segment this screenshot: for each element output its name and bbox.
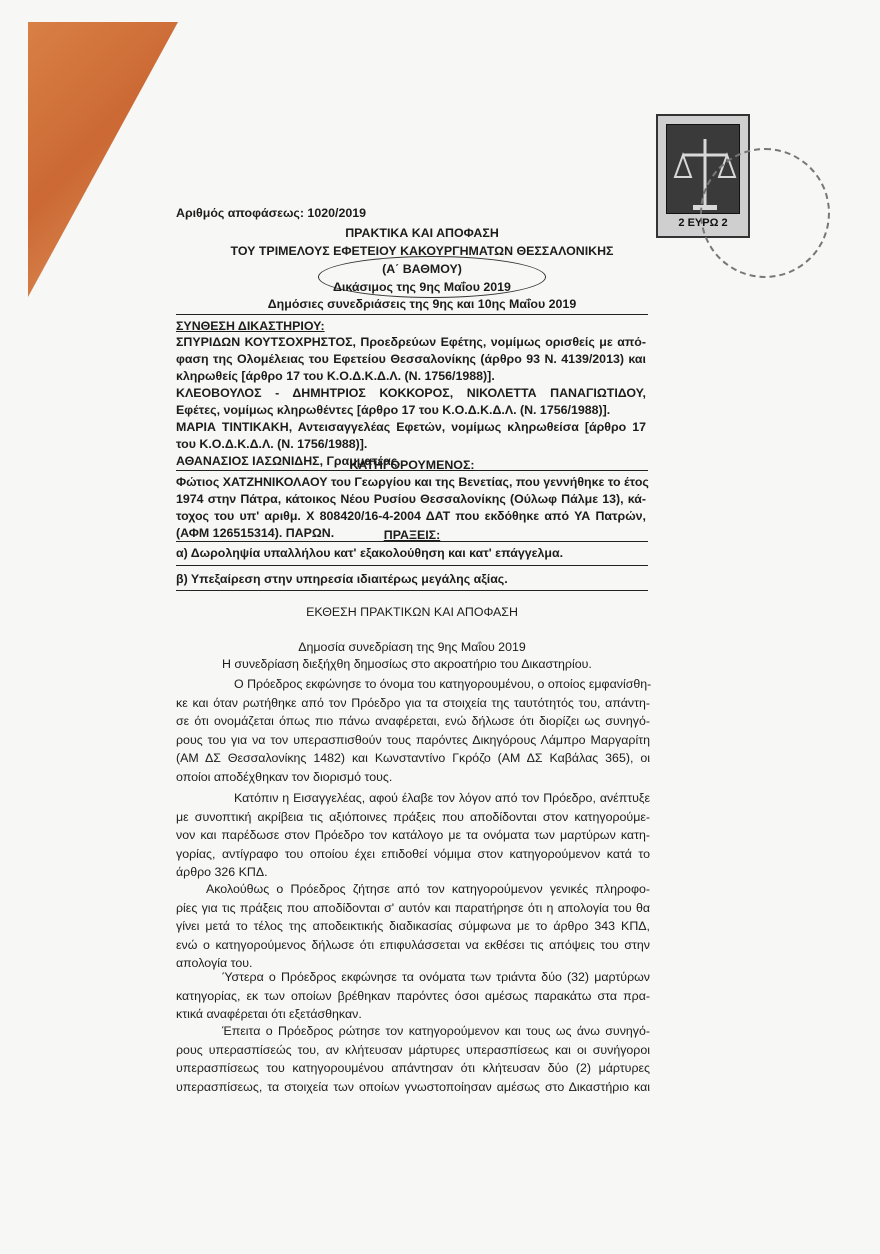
defendant-line: τοχος του υπ' αριθμ. Χ 808420/16-4-2004 ΔΑΤ που εκδόθηκε από ΥΑ Πατρών,: [176, 509, 646, 523]
paragraph-line: κατηγορίας, εκ των οποίων βρέθηκαν παρόντες όσοι αμέσως παρακάτω στα πρα-: [176, 988, 650, 1003]
paragraph-line: ρους του για να τον υπερασπισθούν τους παρόντες Δικηγόρους Λάμπρο Μαργαρίτη: [176, 732, 650, 747]
paragraph-3: [176, 789, 650, 882]
paragraph-line: γίνει μετά το τέλος της αποδεικτικής διαδικασίας σύμφωνα με το άρθρο 343 ΚΠΔ,: [176, 919, 650, 934]
paragraph-line: ενώ ο κατηγορούμενος δήλωσε ότι επιφυλάσσεται να εκθέσει τις απόψεις του στην: [176, 937, 650, 952]
paragraph-1: [176, 655, 650, 674]
paragraph-line: σε ότι ονομάζεται όπως πιο πάνω αναφέρεται, ενώ δήλωσε ότι διορίζει ως συνηγό-: [176, 714, 650, 729]
composition-line: ΑΘΑΝΑΣΙΟΣ ΙΑΣΩΝΙΔΗΣ, Γραμματέας.: [176, 454, 401, 468]
court-degree: (Α΄ ΒΑΘΜΟΥ): [382, 262, 462, 276]
paragraph-line: ρίες για τις πράξεις που αποδίδονται σ' αυτόν και παρατήρησε ότι η απολογία του θα: [176, 900, 650, 915]
composition-line: ΣΠΥΡΙΔΩΝ ΚΟΥΤΣΟΧΡΗΣΤΟΣ, Προεδρεύων Εφέτης, νομίμως ορισθείς με από-: [176, 335, 646, 349]
paragraph-line: γορίας, αντίγραφο του οποίου έχει επιδοθεί νόμιμα στον κατηγορούμενον κατά το: [176, 846, 650, 861]
act-b: β) Υπεξαίρεση στην υπηρεσία ιδιαιτέρως μεγάλης αξίας.: [176, 572, 508, 586]
paragraph-line: κτικά αναφέρεται ότι εξετάσθηκαν.: [176, 1007, 362, 1022]
defendant-heading: ΚΑΤΗΓΟΡΟΥΜΕΝΟΣ:: [349, 458, 475, 472]
paragraph-line: Κατόπιν η Εισαγγελέας, αφού έλαβε τον λόγον από τον Πρόεδρο, ανέπτυξε: [234, 791, 650, 805]
paragraph-line: απολογία του.: [176, 956, 253, 971]
report-heading: ΕΚΘΕΣΗ ΠΡΑΚΤΙΚΩΝ ΚΑΙ ΑΠΟΦΑΣΗ: [306, 605, 518, 619]
acts-heading: ΠΡΑΞΕΙΣ:: [383, 528, 441, 542]
paragraph-line: υπερασπίσεως του κατηγορουμένου απάντησαν ότι κλήτευσαν δύο (2) μάρτυρες: [176, 1061, 650, 1076]
orange-corner-mark: [28, 22, 178, 297]
session-line: Δημοσία συνεδρίαση της 9ης Μαΐου 2019: [298, 640, 526, 654]
hearing-date: Δικάσιμος της 9ης Μαΐου 2019: [333, 280, 511, 294]
composition-line: φαση της Ολομέλειας του Εφετείου Θεσσαλονίκης (άρθρο 93 Ν. 4139/2013) και: [176, 352, 646, 366]
paragraph-line: κε και όταν ρωτήθηκε από τον Πρόεδρο για τα στοιχεία της ταυτότητός του, απάντη-: [176, 695, 650, 710]
paragraph-line: νον και παρέδωσε στον Πρόεδρο τον κατάλογο με τα ονόματα των μαρτύρων κατη-: [176, 828, 650, 843]
court-name: ΤΟΥ ΤΡΙΜΕΛΟΥΣ ΕΦΕΤΕΙΟΥ ΚΑΚΟΥΡΓΗΜΑΤΩΝ ΘΕΣΣΑΛΟΝΙΚΗΣ: [230, 244, 614, 258]
paragraph-6: [176, 1022, 650, 1096]
decision-number: Αριθμός αποφάσεως: 1020/2019: [176, 206, 367, 220]
paragraph-line: άρθρο 326 ΚΠΔ.: [176, 865, 268, 880]
paragraph-line: οποίοι αποδέχθηκαν τον διορισμό τους.: [176, 769, 393, 784]
paragraph-4: [176, 880, 650, 973]
paragraph-5: [176, 968, 650, 1024]
paragraph-line: Ακολούθως ο Πρόεδρος ζήτησε από τον κατηγορούμενον γενικές πληροφο-: [206, 882, 650, 896]
defendant-line: (ΑΦΜ 126515314). ΠΑΡΩΝ.: [176, 526, 335, 540]
paragraph-line: (ΑΜ ΔΣ Θεσσαλονίκης 1482) και Κωνσταντίνο Γκρόζο (ΑΜ ΔΣ Καβάλας 365), οι: [176, 751, 650, 766]
paragraph-line: Η συνεδρίαση διεξήχθη δημοσίως στο ακροατήριο του Δικαστηρίου.: [222, 657, 592, 671]
composition-block: [176, 334, 646, 470]
paragraph-line: Έπειτα ο Πρόεδρος ρώτησε τον κατηγορούμενον και τους ως άνω συνηγό-: [222, 1024, 650, 1038]
stamp-value: 2 ΕΥΡΩ 2: [678, 217, 728, 229]
paragraph-2: [176, 675, 650, 787]
document-title: ΠΡΑΚΤΙΚΑ ΚΑΙ ΑΠΟΦΑΣΗ: [345, 226, 499, 240]
defendant-line: Φώτιος ΧΑΤΖΗΝΙΚΟΛΑΟΥ του Γεωργίου και της Βενετίας, που γεννήθηκε το έτος: [176, 475, 649, 489]
paragraph-line: με συνοπτική ακρίβεια τις αξιόποινες πράξεις που αποδίδονται στον κατηγορούμε-: [176, 809, 650, 824]
paragraph-line: υπερασπίσεως, τα στοιχεία των οποίων γνωστοποίησαν αμέσως στο Δικαστήριο και: [176, 1079, 650, 1094]
paragraph-line: ρους υπερασπίσεώς του, αν κλήτευσαν μάρτυρες υπερασπίσεως και οι συνήγοροι: [176, 1042, 650, 1057]
composition-line: Εφέτες, νομίμως κληρωθέντες [άρθρο 17 του Κ.Ο.Δ.Κ.Δ.Λ. (Ν. 1756/1988)].: [176, 403, 611, 417]
composition-line: ΜΑΡΙΑ ΤΙΝΤΙΚΑΚΗ, Αντεισαγγελέας Εφετών, νομίμως κληρωθείσα [άρθρο 17: [176, 420, 646, 434]
divider-line: [176, 565, 648, 566]
composition-line: ΚΛΕΟΒΟΥΛΟΣ - ΔΗΜΗΤΡΙΟΣ ΚΟΚΚΟΡΟΣ, ΝΙΚΟΛΕΤΤΑ ΠΑΝΑΓΙΩΤΙΔΟΥ,: [176, 386, 646, 400]
paragraph-line: Ύστερα ο Πρόεδρος εκφώνησε τα ονόματα των τριάντα δύο (32) μαρτύρων: [222, 970, 650, 984]
official-seal: [700, 148, 830, 278]
defendant-line: 1974 στην Πάτρα, κάτοικος Νέου Ρυσίου Θεσσαλονίκης (Ούλωφ Πάλμε 13), κά-: [176, 492, 646, 506]
composition-line: κληρωθείς [άρθρο 17 του Κ.Ο.Δ.Κ.Δ.Λ. (Ν. 1756/1988)].: [176, 369, 495, 383]
public-sessions: Δημόσιες συνεδριάσεις της 9ης και 10ης Μαΐου 2019: [267, 297, 577, 311]
composition-line: του Κ.Ο.Δ.Κ.Δ.Λ. (Ν. 1756/1988)].: [176, 437, 368, 451]
act-a: α) Δωροληψία υπαλλήλου κατ' εξακολούθηση και κατ' επάγγελμα.: [176, 546, 564, 560]
divider-line: [176, 590, 648, 591]
divider-line: [176, 314, 648, 315]
paragraph-line: Ο Πρόεδρος εκφώνησε το όνομα του κατηγορουμένου, ο οποίος εμφανίσθη-: [234, 677, 652, 691]
composition-heading: ΣΥΝΘΕΣΗ ΔΙΚΑΣΤΗΡΙΟΥ:: [176, 319, 325, 333]
